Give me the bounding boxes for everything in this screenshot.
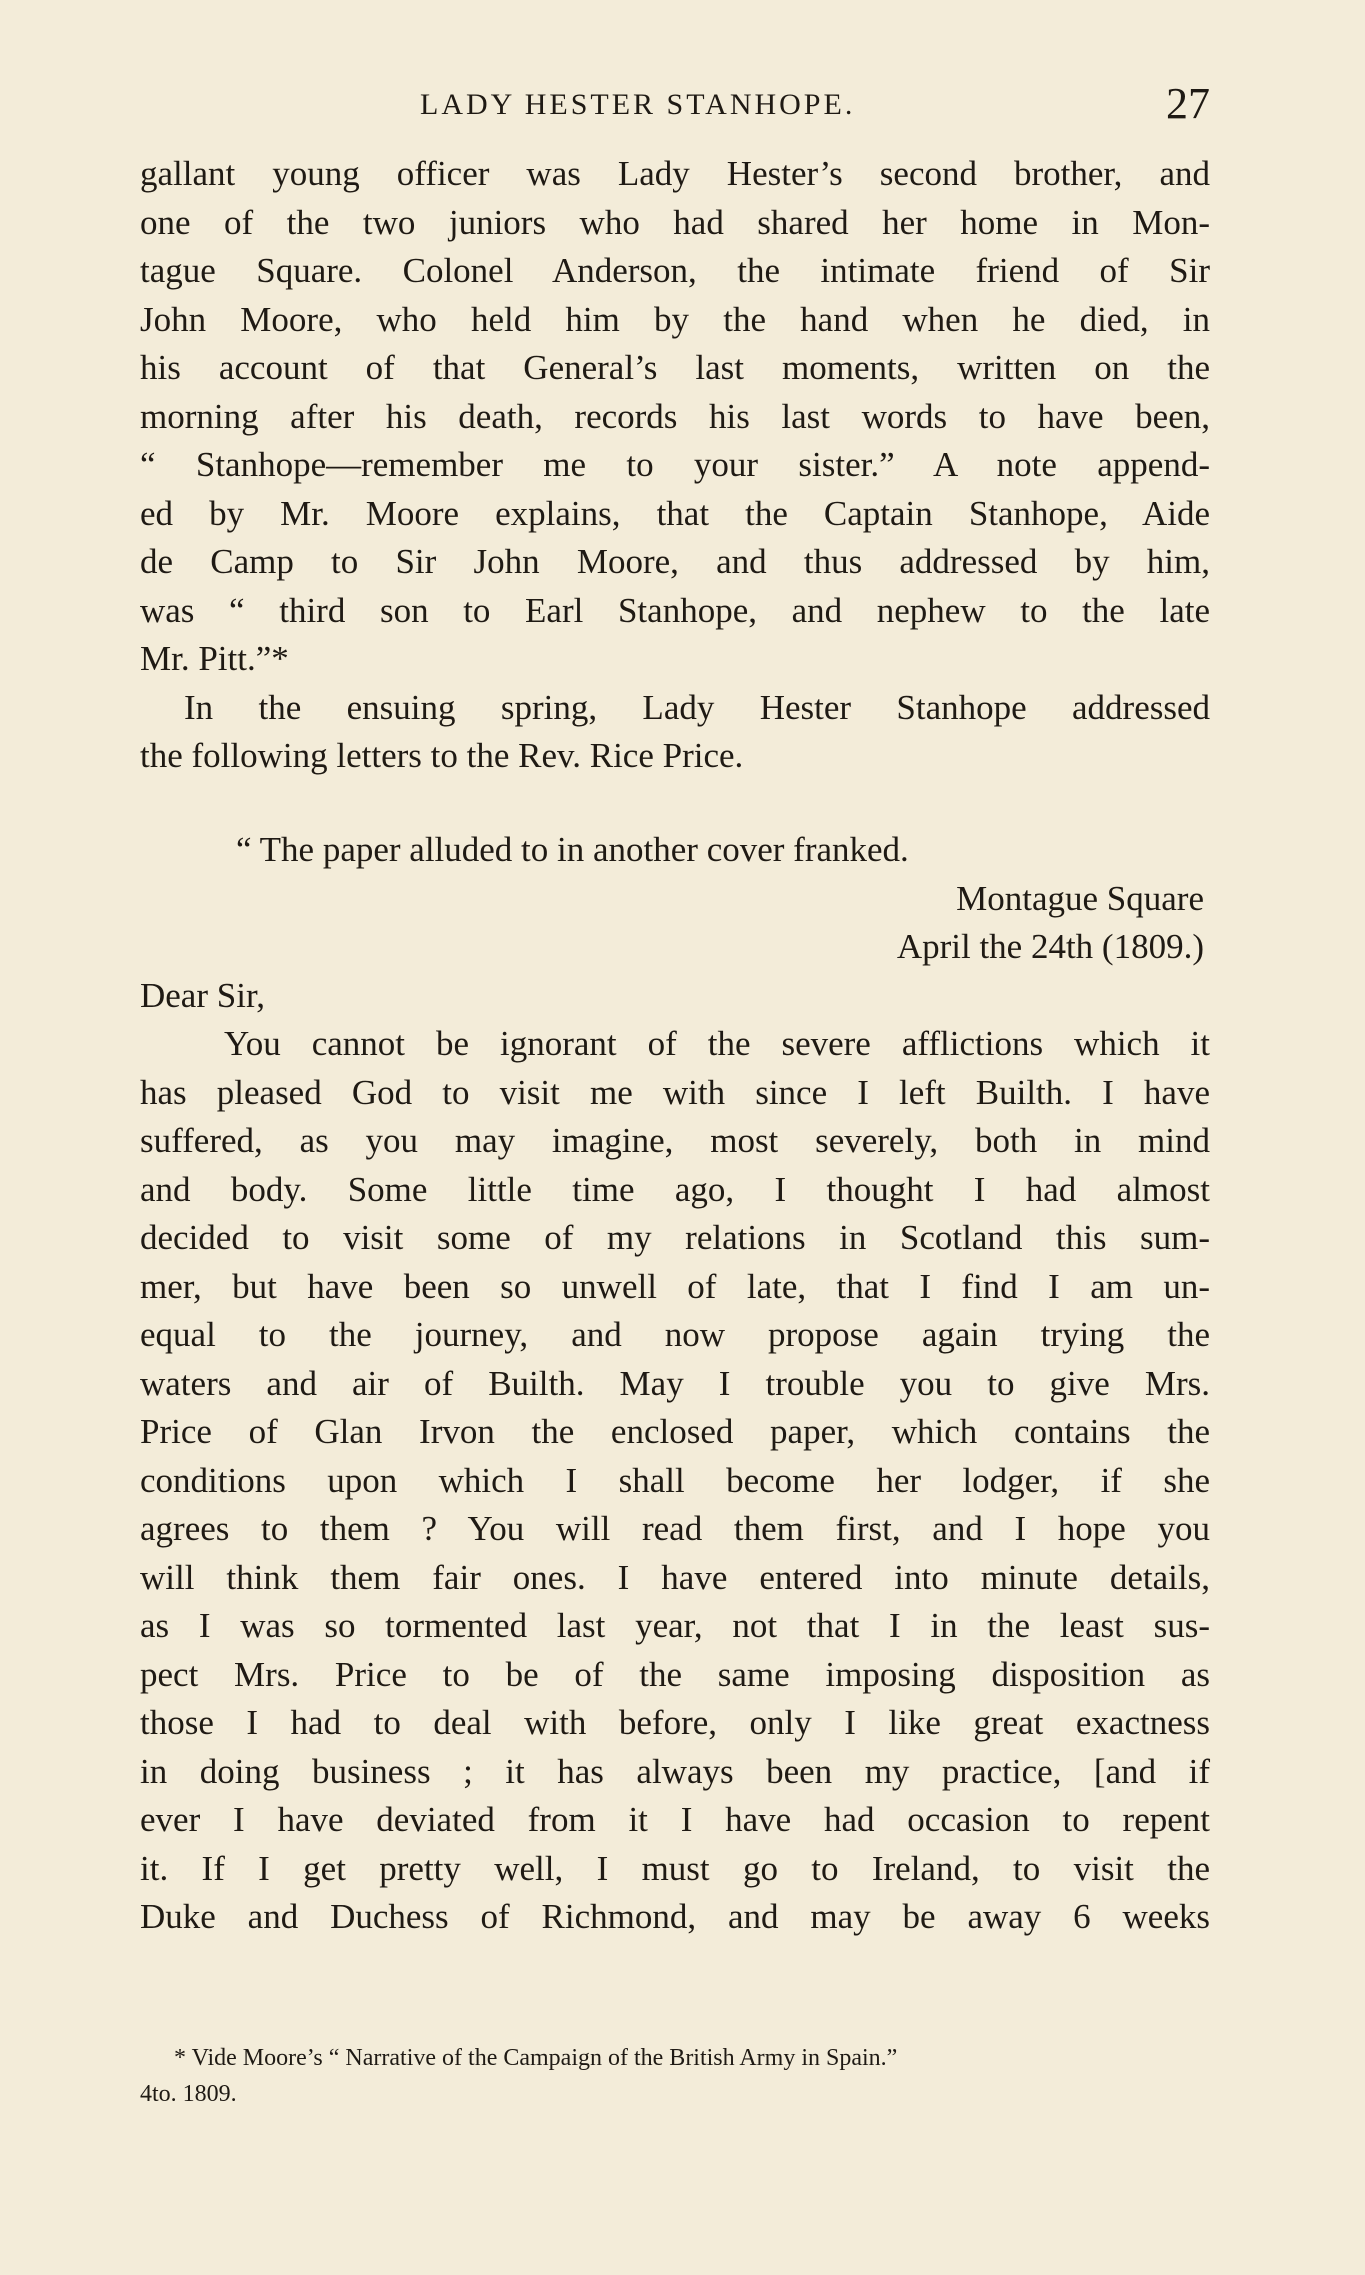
body-line: In the ensuing spring, Lady Hester Stanhope addressed [184, 687, 1210, 727]
body-line: was “ third son to Earl Stanhope, and nephew to the late [140, 590, 1210, 630]
letter-line: decided to visit some of my relations in Scotland this sum- [140, 1218, 1210, 1257]
body-line: the following letters to the Rev. Rice Price. [140, 736, 744, 775]
body-line: de Camp to Sir John Moore, and thus addressed by him, [140, 542, 1210, 581]
letter-body [140, 1020, 1210, 1942]
body-line: morning after his death, records his last words to have been, [140, 396, 1210, 436]
letter-line: You cannot be ignorant of the severe afflictions which it [224, 1024, 1210, 1063]
letter-line: conditions upon which I shall become her lodger, if she [140, 1460, 1210, 1500]
letter [140, 826, 1210, 1942]
letter-line: mer, but have been so unwell of late, that I find I am un- [140, 1266, 1210, 1306]
letter-line: it. If I get pretty well, I must go to Ireland, to visit the [140, 1848, 1210, 1888]
letter-line: in doing business ; it has always been my practice, [and if [140, 1751, 1210, 1791]
body-line: one of the two juniors who had shared her home in Mon- [140, 202, 1210, 242]
body-line: tague Square. Colonel Anderson, the intimate friend of Sir [140, 251, 1210, 290]
body-line: John Moore, who held him by the hand when he died, in [140, 299, 1210, 339]
letter-line: pect Mrs. Price to be of the same imposing disposition as [140, 1654, 1210, 1694]
body-line: his account of that General’s last moments, written on the [140, 348, 1210, 387]
letter-line: has pleased God to visit me with since I left Builth. I have [140, 1072, 1210, 1112]
letter-line: ever I have deviated from it I have had occasion to repent [140, 1800, 1210, 1839]
letter-line: as I was so tormented last year, not that I in the least sus- [140, 1606, 1210, 1645]
page-header [140, 79, 1210, 132]
letter-line: Duke and Duchess of Richmond, and may be away 6 weeks [140, 1897, 1210, 1936]
letter-line: waters and air of Builth. May I trouble you to give Mrs. [140, 1363, 1210, 1403]
letter-line: those I had to deal with before, only I like great exactness [140, 1703, 1210, 1742]
footnote-line: * Vide Moore’s “ Narrative of the Campaign of the British Army in Spain.” [174, 2045, 898, 2071]
body-line: Mr. Pitt.”* [140, 639, 289, 678]
running-head: LADY HESTER STANHOPE. [420, 88, 856, 121]
letter-date: April the 24th (1809.) [896, 927, 1204, 966]
body-line: “ Stanhope—remember me to your sister.” A note append- [140, 445, 1210, 484]
letter-line: suffered, as you may imagine, most severely, both in mind [140, 1121, 1210, 1160]
letter-line: agrees to them ? You will read them first, and I hope you [140, 1509, 1210, 1548]
letter-salutation: Dear Sir, [140, 975, 265, 1015]
letter-line: and body. Some little time ago, I thought I had almost [140, 1169, 1210, 1209]
footnote [140, 2040, 1210, 2112]
letter-address: Montague Square [956, 878, 1204, 918]
page-number: 27 [1166, 79, 1210, 128]
footnote-line: 4to. 1809. [140, 2081, 237, 2107]
letter-line: Price of Glan Irvon the enclosed paper, which contains the [140, 1412, 1210, 1451]
body-line: ed by Mr. Moore explains, that the Captain Stanhope, Aide [140, 493, 1210, 533]
letter-postscript: “ The paper alluded to in another cover franked. [236, 830, 909, 869]
body-line: gallant young officer was Lady Hester’s second brother, and [140, 154, 1210, 193]
body-paragraphs [140, 150, 1210, 781]
letter-line: equal to the journey, and now propose again trying the [140, 1315, 1210, 1354]
letter-line: will think them fair ones. I have entered into minute details, [140, 1557, 1210, 1597]
